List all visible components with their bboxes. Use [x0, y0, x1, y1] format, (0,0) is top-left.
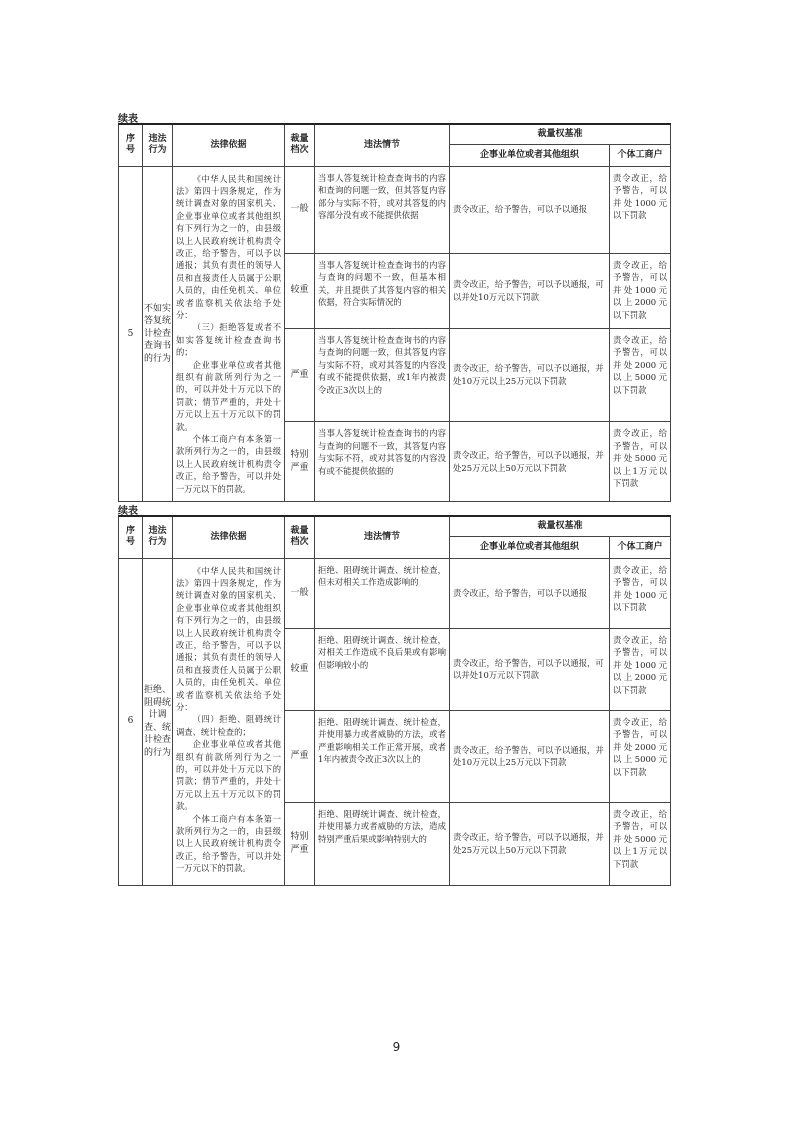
- legal-basis-paragraph: 《中华人民共和国统计法》第四十四条规定，作为统计调查对象的国家机关、企业事业单位或者其他组织有下列行为之一的，由县级以上人民政府统计机构责令改正，给予警告，可以予以通报；其负有责任的领导人员和直接责任人员属于公职人员的，由任免机关、单位或者监察机关依法给予处分：: [176, 565, 281, 712]
- header-no: 序号: [119, 516, 143, 558]
- table-row: [119, 558, 671, 628]
- legal-basis-paragraph: （三）拒绝答复或者不如实答复统计检查查询书的；: [176, 322, 281, 358]
- header-individual: 个体工商户: [610, 144, 671, 166]
- header-situation: 违法情节: [315, 516, 450, 558]
- enterprise-penalty-cell: 责令改正，给予警告，可以予以通报，可以并处10万元以下罚款: [450, 253, 610, 328]
- legal-basis-paragraph: （四）拒绝、阻碍统计调查、统计检查的；: [176, 714, 281, 737]
- continued-label: 续表: [118, 114, 138, 125]
- individual-penalty-cell: 责令改正，给予警告，可以并处5000元以上1万元以下罚款: [610, 422, 671, 502]
- header-situation: 违法情节: [315, 124, 450, 166]
- situation-cell: 拒绝、阻碍统计调查、统计检查，并使用暴力或者威胁的方法，或者严重影响相关工作正常开展，或者1年内被责令改正3次以上的: [315, 710, 450, 802]
- situation-cell: 当事人答复统计检查查询书的内容与查询的问题一致，但其答复内容与实际不符，或对其答复的内容没有或不能提供依据，或1年内被责令改正3次以上的: [315, 328, 450, 422]
- legal-basis-paragraph: 个体工商户有本条第一款所列行为之一的，由县级以上人民政府统计机构责令改正，给予警告，可以并处一万元以下的罚款。: [176, 813, 281, 874]
- header-individual: 个体工商户: [610, 536, 671, 558]
- enterprise-penalty-cell: 责令改正，给予警告，可以予以通报，并处10万元以上25万元以下罚款: [450, 328, 610, 422]
- header-enterprise: 企事业单位或者其他组织: [450, 144, 610, 166]
- penalty-table: [118, 123, 671, 502]
- level-cell: 一般: [285, 558, 315, 628]
- legal-basis-paragraph: 企业事业单位或者其他组织有前款所列行为之一的，可以并处十万元以下的罚款；情节严重的，并处十万元以上五十万元以下的罚款。: [176, 359, 281, 432]
- enterprise-penalty-cell: 责令改正，给予警告，可以予以通报，并处25万元以上50万元以下罚款: [450, 422, 610, 502]
- level-cell: 严重: [285, 710, 315, 802]
- level-cell: 较重: [285, 253, 315, 328]
- header-benchmark: 裁量权基准: [450, 516, 671, 536]
- header-act: 违法行为: [143, 124, 173, 166]
- individual-penalty-cell: 责令改正，给予警告，可以并处2000元以上5000元以下罚款: [610, 710, 671, 802]
- item-number: 5: [119, 166, 143, 502]
- penalty-table: [118, 515, 671, 886]
- header-benchmark: 裁量权基准: [450, 124, 671, 144]
- legal-basis: [173, 558, 285, 885]
- legal-basis-paragraph: 企业事业单位或者其他组织有前款所列行为之一的，可以并处十万元以下的罚款；情节严重的，并处十万元以上五十万元以下的罚款。: [176, 739, 281, 812]
- legal-basis-paragraph: 个体工商户有本条第一款所列行为之一的，由县级以上人民政府统计机构责令改正，给予警告，可以并处一万元以下的罚款。: [176, 434, 281, 494]
- individual-penalty-cell: 责令改正，给予警告，可以并处2000元以上5000元以下罚款: [610, 328, 671, 422]
- individual-penalty-cell: 责令改正，给予警告，可以并处1000元以上2000元以下罚款: [610, 628, 671, 710]
- level-cell: 一般: [285, 166, 315, 253]
- header-enterprise: 企事业单位或者其他组织: [450, 536, 610, 558]
- header-act: 违法行为: [143, 516, 173, 558]
- violation-act: 不如实答复统计检查查询书的行为: [143, 166, 173, 502]
- header-level: 裁量档次: [285, 124, 315, 166]
- continued-label: 续表: [118, 506, 138, 517]
- situation-cell: 当事人答复统计检查查询书的内容与查询的问题不一致，其答复内容与实际不符，或对其答复的内容没有或不能提供依据的: [315, 422, 450, 502]
- enterprise-penalty-cell: 责令改正，给予警告，可以予以通报: [450, 166, 610, 253]
- enterprise-penalty-cell: 责令改正，给予警告，可以予以通报，可以并处10万元以下罚款: [450, 628, 610, 710]
- situation-cell: 当事人答复统计检查查询书的内容和查询的问题一致，但其答复内容部分与实际不符，或对其答复的内容部分没有或不能提供依据: [315, 166, 450, 253]
- enterprise-penalty-cell: 责令改正，给予警告，可以予以通报，并处25万元以上50万元以下罚款: [450, 802, 610, 885]
- situation-cell: 拒绝、阻碍统计调查、统计检查，对相关工作造成不良后果或有影响但影响较小的: [315, 628, 450, 710]
- legal-basis: [173, 166, 285, 502]
- enterprise-penalty-cell: 责令改正，给予警告，可以予以通报: [450, 558, 610, 628]
- item-number: 6: [119, 558, 143, 885]
- individual-penalty-cell: 责令改正，给予警告，可以并处1000元以上2000元以下罚款: [610, 253, 671, 328]
- page-number: 9: [392, 1040, 401, 1054]
- level-cell: 较重: [285, 628, 315, 710]
- header-level: 裁量档次: [285, 516, 315, 558]
- situation-cell: 拒绝、阻碍统计调查、统计检查，并使用暴力或者威胁的方法，造成特别严重后果或影响特别大的: [315, 802, 450, 885]
- enterprise-penalty-cell: 责令改正，给予警告，可以予以通报，并处10万元以上25万元以下罚款: [450, 710, 610, 802]
- level-cell: 特别严重: [285, 422, 315, 502]
- table-row: [119, 166, 671, 253]
- header-basis: 法律依据: [173, 516, 285, 558]
- individual-penalty-cell: 责令改正，给予警告，可以并处1000元以下罚款: [610, 166, 671, 253]
- individual-penalty-cell: 责令改正，给予警告，可以并处1000元以下罚款: [610, 558, 671, 628]
- individual-penalty-cell: 责令改正，给予警告，可以并处5000元以上1万元以下罚款: [610, 802, 671, 885]
- level-cell: 特别严重: [285, 802, 315, 885]
- legal-basis-paragraph: 《中华人民共和国统计法》第四十四条规定，作为统计调查对象的国家机关、企业事业单位或者其他组织有下列行为之一的，由县级以上人民政府统计机构责令改正，给予警告，可以予以通报；其负有责任的领导人员和直接责任人员属于公职人员的，由任免机关、单位或者监察机关依法给予处分：: [176, 173, 281, 320]
- header-basis: 法律依据: [173, 124, 285, 166]
- violation-act: 拒绝、阻碍统计调查、统计检查的行为: [143, 558, 173, 885]
- level-cell: 严重: [285, 328, 315, 422]
- header-no: 序号: [119, 124, 143, 166]
- situation-cell: 当事人答复统计检查查询书的内容与查询的问题不一致，但基本相关，并且提供了其答复内容的相关依据，符合实际情况的: [315, 253, 450, 328]
- situation-cell: 拒绝、阻碍统计调查、统计检查，但未对相关工作造成影响的: [315, 558, 450, 628]
